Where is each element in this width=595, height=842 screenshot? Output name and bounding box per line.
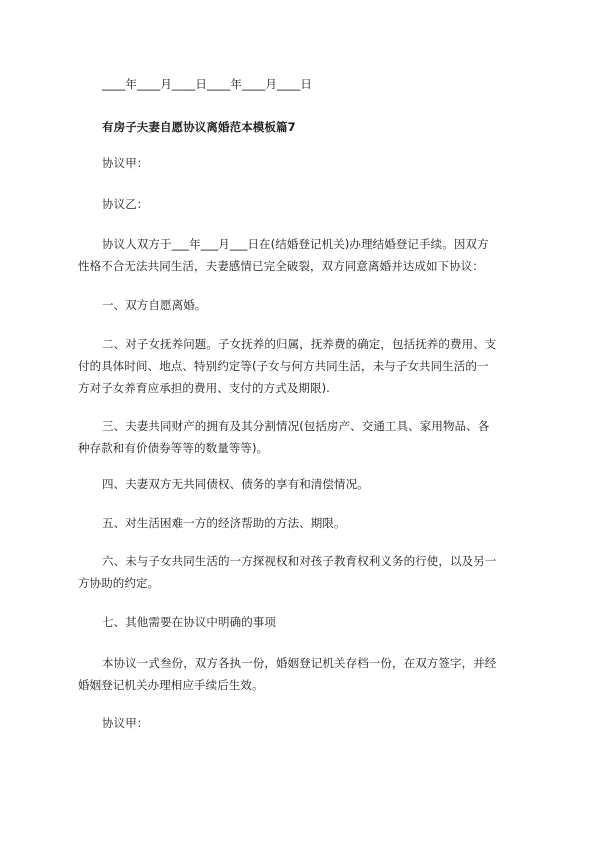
clause-7: 七、其他需要在协议中明确的事项 — [102, 615, 276, 629]
clause-1: 一、双方自愿离婚。 — [102, 298, 207, 312]
party-b-label: 协议乙： — [102, 197, 149, 211]
closing-paragraph: 本协议一式叁份，双方各执一份，婚姻登记机关存档一份，在双方签字，并经婚姻登记机关办理相应手续后生效。 — [78, 656, 497, 692]
intro-paragraph: 协议人双方于___年___月___日在(结婚登记机关)办理结婚登记手续。因双方性格不合无法共同生活，夫妻感情已完全破裂，双方同意离婚并达成如下协议： — [78, 237, 489, 273]
clause-4: 四、夫妻双方无共同债权、债务的享有和清偿情况。 — [102, 477, 369, 491]
clause-3: 三、夫妻共同财产的拥有及其分割情况(包括房产、交通工具、家用物品、各种存款和有价债券等等的数量等等)。 — [78, 419, 490, 455]
document-title: 有房子夫妻自愿协议离婚范本模板篇7 — [102, 120, 296, 134]
clause-2: 二、对子女抚养问题。子女抚养的归属，抚养费的确定，包括抚养的费用、支付的具体时间、地点、特别约定等(子女与何方共同生活，未与子女共同生活的一方对子女养育应承担的费用、支付的方式及期限). — [78, 337, 497, 395]
clause-6: 六、未与子女共同生活的一方探视权和对孩子教育权利义务的行使，以及另一方协助的约定。 — [78, 554, 497, 590]
party-a-signature-label: 协议甲： — [102, 716, 149, 730]
clause-5: 五、对生活困难一方的经济帮助的方法、期限。 — [102, 516, 346, 530]
party-a-label: 协议甲： — [102, 156, 149, 170]
date-line: ____年____月____日____年____月____日 — [102, 77, 312, 91]
